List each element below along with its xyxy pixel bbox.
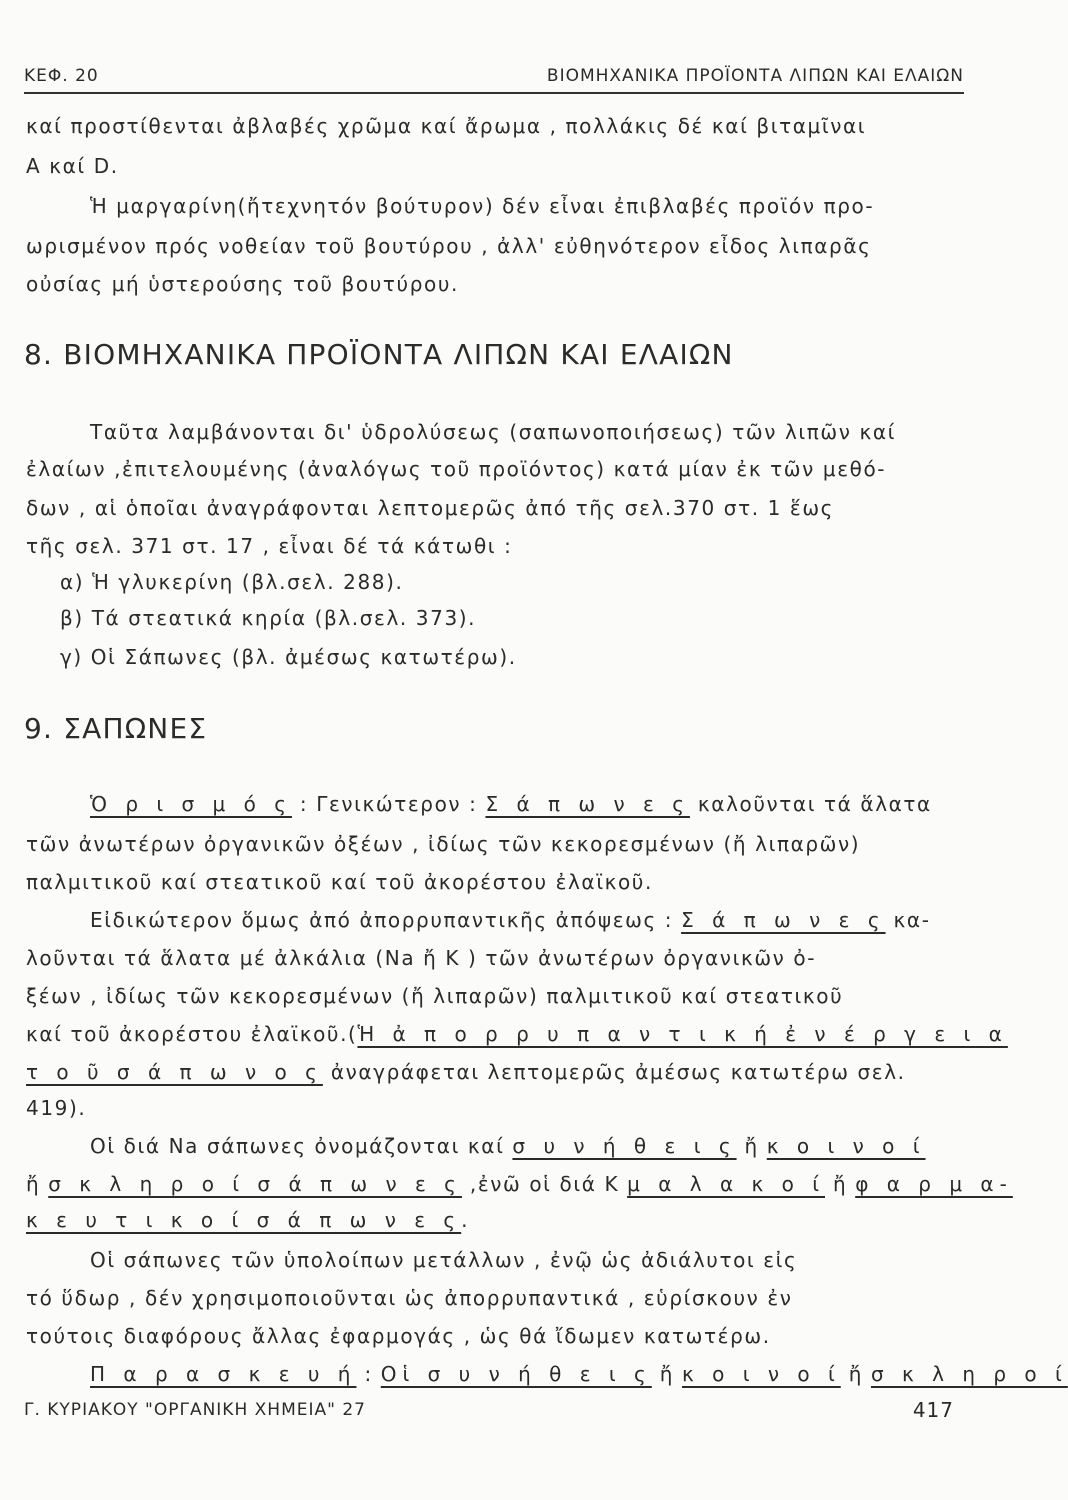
list-item: α) Ἡ γλυκερίνη (βλ.σελ. 288). xyxy=(60,570,404,594)
specific-term: Σ ά π ω ν ε ς xyxy=(681,908,886,932)
text-line: παλμιτικοῦ καί στεατικοῦ καί τοῦ ἀκορέστου ἐλαϊκοῦ. xyxy=(26,870,653,894)
text-line: Ταῦτα λαμβάνονται δι' ὑδρολύσεως (σαπωνοποιήσεως) τῶν λιπῶν καί xyxy=(90,420,897,444)
text-line: κ ε υ τ ι κ ο ί σ ά π ω ν ε ς. xyxy=(26,1208,470,1232)
page-number: 417 xyxy=(912,1398,954,1422)
page-footer xyxy=(24,1400,954,1430)
text-line: τό ὕδωρ , δέν χρησιμοποιοῦνται ὡς ἀπορρυπαντικά , εὑρίσκουν ἐν xyxy=(26,1286,793,1310)
text-line: καί τοῦ ἀκορέστου ἐλαϊκοῦ.(Ἡ ἀ π ο ρ ρ υ π α ν τ ι κ ή ἐ ν έ ρ γ ε ι α xyxy=(26,1022,1008,1046)
chapter-label: ΚΕΦ. 20 xyxy=(24,66,99,86)
definition-line: Ὁ ρ ι σ μ ό ς : Γενικώτερον : Σ ά π ω ν ε ς καλοῦνται τά ἅλατα xyxy=(90,792,932,816)
book-credit: Γ. ΚΥΡΙΑΚΟΥ "ΟΡΓΑΝΙΚΗ ΧΗΜΕΙΑ" 27 xyxy=(24,1400,366,1420)
text-line: οὐσίας μή ὑστερούσης τοῦ βουτύρου. xyxy=(26,272,459,296)
text-line: ωρισμένον πρός νοθείαν τοῦ βουτύρου , ἀλλ' εὐθηνότερον εἶδος λιπαρᾶς xyxy=(26,234,872,258)
section-heading-9: 9. ΣΑΠΩΝΕΣ xyxy=(24,712,208,745)
section-heading-8: 8. ΒΙΟΜΗΧΑΝΙΚΑ ΠΡΟΪΟΝΤΑ ΛΙΠΩΝ ΚΑΙ ΕΛΑΙΩΝ xyxy=(24,338,734,371)
preparation-label: Π α ρ α σ κ ε υ ή xyxy=(90,1362,357,1386)
text-line: δων , αἱ ὁποῖαι ἀναγράφονται λεπτομερῶς ἀπό τῆς σελ.370 στ. 1 ἕως xyxy=(26,496,835,520)
text-line: Οἱ σάπωνες τῶν ὑπολοίπων μετάλλων , ἐνῷ ὡς ἀδιάλυτοι εἰς xyxy=(90,1248,798,1272)
preparation-line: Π α ρ α σ κ ε υ ή : Οἱ σ υ ν ή θ ε ι ς ἤ κ ο ι ν ο ί ἤ σ κ λ η ρ ο ί xyxy=(90,1362,1068,1386)
energy-term-cont: τ ο ῦ σ ά π ω ν ο ς xyxy=(26,1060,323,1084)
running-title: ΒΙΟΜΗΧΑΝΙΚΑ ΠΡΟΪΟΝΤΑ ΛΙΠΩΝ ΚΑΙ ΕΛΑΙΩΝ xyxy=(546,66,964,86)
text-line: τ ο ῦ σ ά π ω ν ο ς ἀναγράφεται λεπτομερῶς ἀμέσως κατωτέρω σελ. xyxy=(26,1060,906,1084)
text-line: Οἱ διά Na σάπωνες ὀνομάζονται καί σ υ ν ή θ ε ι ς ἤ κ ο ι ν ο ί xyxy=(90,1134,926,1158)
text-line: καί προστίθενται ἀβλαβές χρῶμα καί ἄρωμα , πολλάκις δέ καί βιταμῖναι xyxy=(26,114,867,138)
text-line: 419). xyxy=(26,1096,87,1120)
text-line: ἐλαίων ,ἐπιτελουμένης (ἀναλόγως τοῦ προϊόντος) κατά μίαν ἐκ τῶν μεθό- xyxy=(26,457,887,481)
energy-term: Ἡ ἀ π ο ρ ρ υ π α ν τ ι κ ή ἐ ν έ ρ γ ε ι α xyxy=(357,1022,1008,1046)
page-header xyxy=(24,62,964,94)
text-line: A καί D. xyxy=(26,154,119,178)
text-line: ξέων , ἰδίως τῶν κεκορεσμένων (ἤ λιπαρῶν) παλμιτικοῦ καί στεατικοῦ xyxy=(26,984,844,1008)
definition-label: Ὁ ρ ι σ μ ό ς xyxy=(90,792,292,816)
text-line: λοῦνται τά ἅλατα μέ ἀλκάλια (Na ἤ K ) τῶν ἀνωτέρων ὀργανικῶν ὀ- xyxy=(26,946,817,970)
text-line: τούτοις διαφόρους ἄλλας ἐφαρμογάς , ὡς θά ἴδωμεν κατωτέρω. xyxy=(26,1324,771,1348)
text-line: τῆς σελ. 371 στ. 17 , εἶναι δέ τά κάτωθι : xyxy=(26,534,513,558)
list-item: β) Τά στεατικά κηρία (βλ.σελ. 373). xyxy=(60,606,477,630)
list-item: γ) Οἱ Σάπωνες (βλ. ἀμέσως κατωτέρω). xyxy=(60,645,517,669)
text-line: Ἡ μαργαρίνη(ἤτεχνητόν βούτυρον) δέν εἶναι ἐπιβλαβές προϊόν προ- xyxy=(90,194,875,218)
text-line: ἤ σ κ λ η ρ ο ί σ ά π ω ν ε ς ,ἐνῶ οἱ διά K μ α λ α κ ο ί ἤ φ α ρ μ α- xyxy=(26,1172,1013,1196)
text-line: Εἰδικώτερον ὅμως ἀπό ἀπορρυπαντικῆς ἀπόψεως : Σ ά π ω ν ε ς κα- xyxy=(90,908,931,932)
definition-term: Σ ά π ω ν ε ς xyxy=(485,792,690,816)
text-line: τῶν ἀνωτέρων ὀργανικῶν ὀξέων , ἰδίως τῶν κεκορεσμένων (ἤ λιπαρῶν) xyxy=(26,832,861,856)
